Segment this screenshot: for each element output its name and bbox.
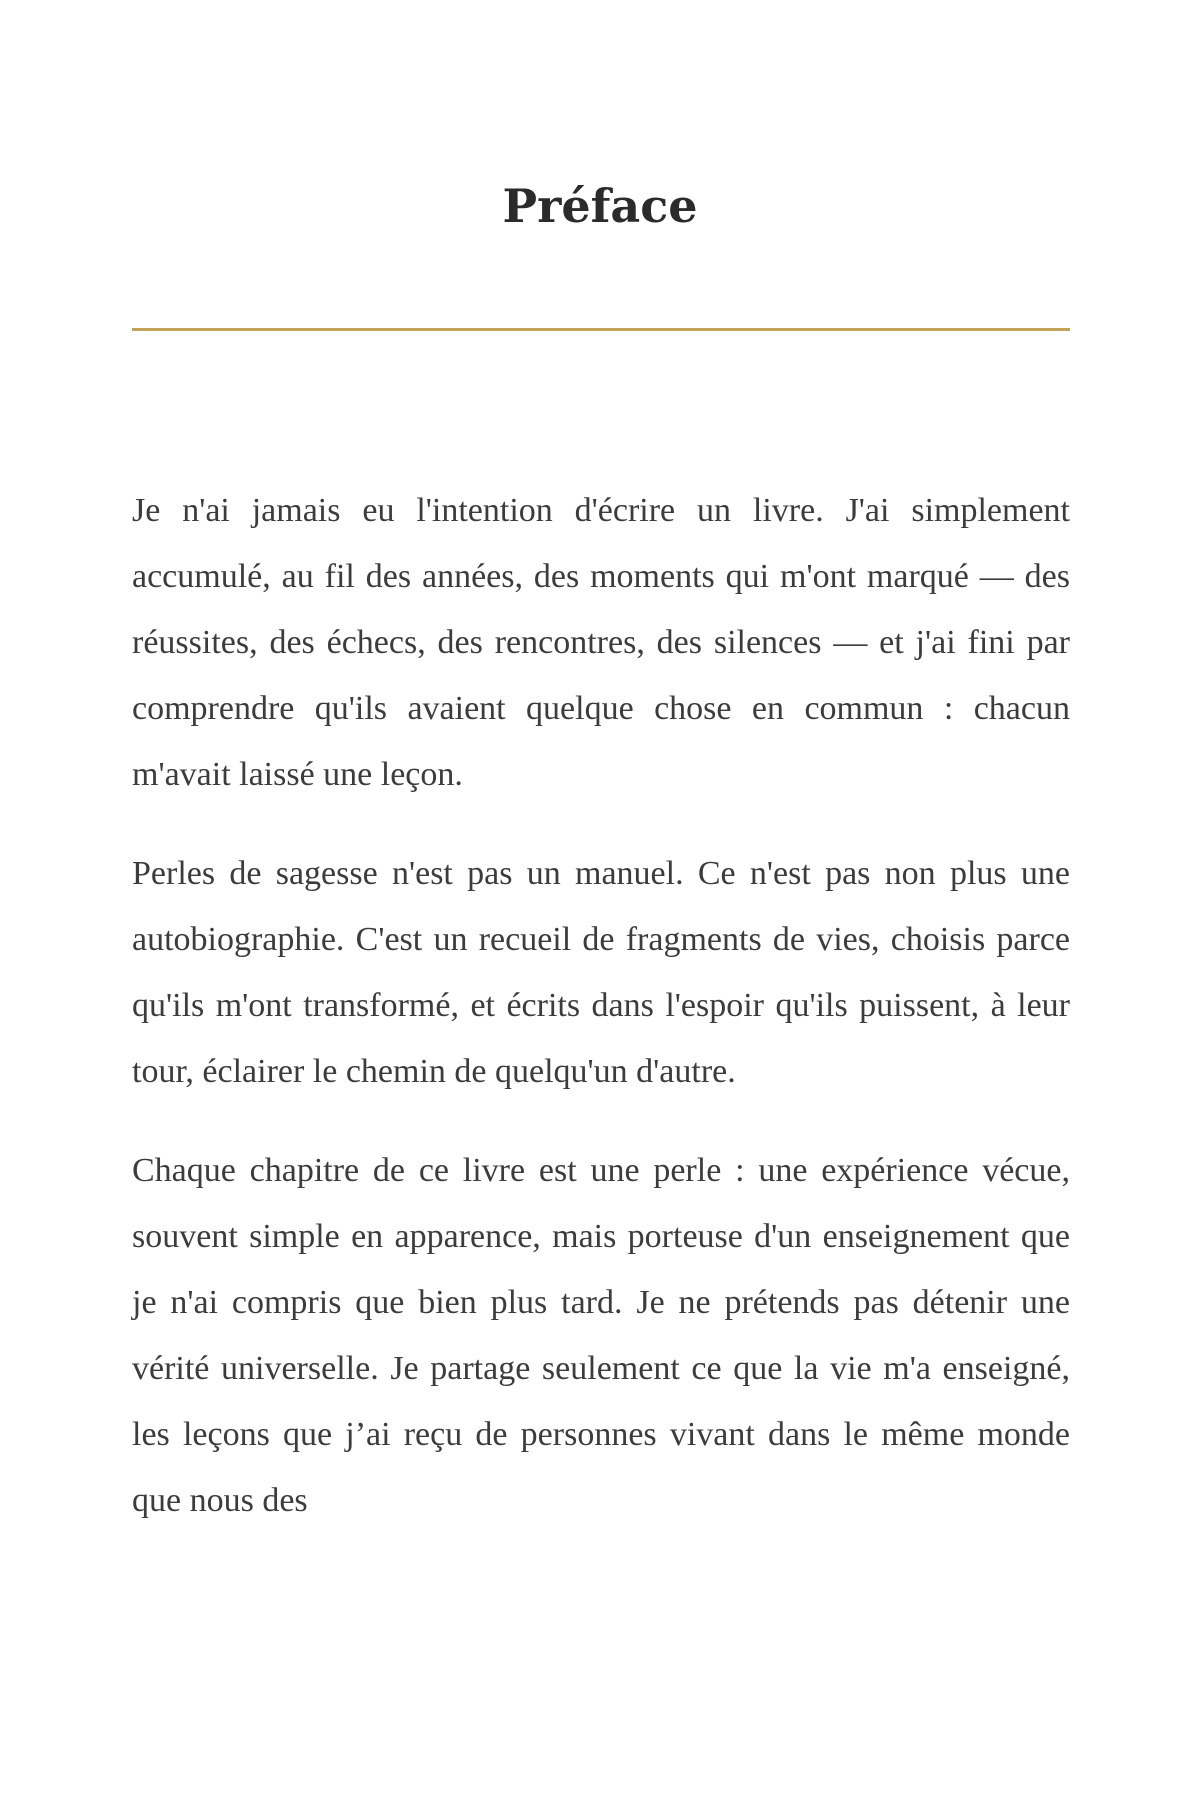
paragraph-3: Chaque chapitre de ce livre est une perle : une expérience vécue, souvent simple en apparence, mais porteuse d'un enseignement que je n'ai compris que bien plus tard. Je ne prétends pas détenir une vérité universelle. Je partage seulement ce que la vie m'a enseigné, les leçons que j’ai reçu de personnes vivant dans le même monde que nous des (132, 1152, 1070, 1519)
paragraph-1: Je n'ai jamais eu l'intention d'écrire un livre. J'ai simplement accumulé, au fil des années, des moments qui m'ont marqué — des réussites, des échecs, des rencontres, des silences — et j'ai fini par comprendre qu'ils avaient quelque chose en commun : chacun m'avait laissé une leçon. (132, 492, 1070, 793)
body-text (132, 478, 1070, 1567)
page-title: Préface (502, 179, 698, 233)
title-divider (132, 328, 1070, 331)
paragraph-2: Perles de sagesse n'est pas un manuel. Ce n'est pas non plus une autobiographie. C'est un recueil de fragments de vies, choisis parce qu'ils m'ont transformé, et écrits dans l'espoir qu'ils puissent, à leur tour, éclairer le chemin de quelqu'un d'autre. (132, 855, 1070, 1090)
